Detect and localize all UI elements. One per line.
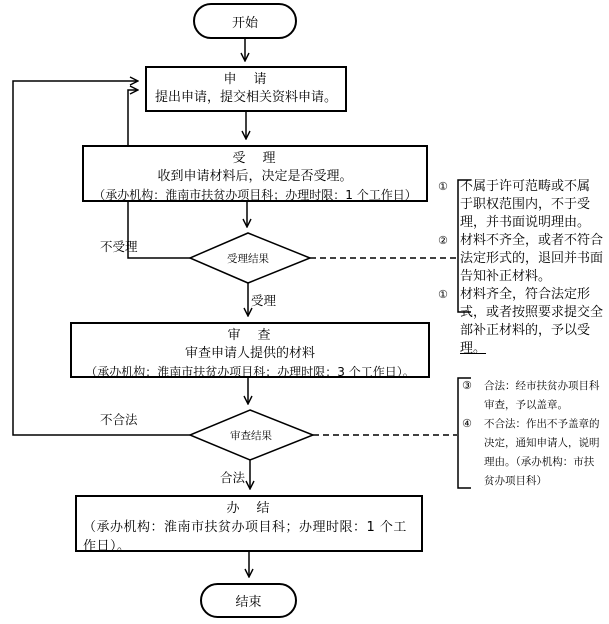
annotation-block1 [438,178,608,358]
decision2-label: 审查结果 [230,430,272,442]
annotation-line: 法定形式的，退回并书面 [460,251,604,266]
apply-title: 申 请 [223,72,269,87]
annotation-line: 不合法：作出不予盖章的 [484,418,600,430]
annotation-line: 贫办项目科） [484,475,547,487]
apply-body: 提出申请，提交相关资料申请。 [154,90,337,105]
accept-title: 受 理 [232,151,278,166]
annotation-line: 理。 [460,341,487,356]
annotation-line: 材料不齐全，或者不符合 [460,233,604,248]
review-title: 审 查 [227,328,273,343]
annotation-number: ③ [462,379,472,392]
apply-step-box [145,66,347,112]
annotation-item [438,178,608,232]
accept-body: 收到申请材料后，决定是否受理。 [157,169,353,184]
review-note: （承办机构：淮南市扶贫办项目科；办理时限：3 个工作日）。 [85,365,415,379]
annotation-line: 合法：经市扶贫办项目科 [484,380,600,392]
decision1-yes-label: 受理 [251,293,277,308]
annotation-item [438,286,608,358]
start-terminator [193,3,297,39]
annotation-item [462,415,607,491]
accept-step-box [82,145,428,202]
review-body: 审查申请人提供的材料 [184,346,315,361]
accept-note: （承办机构：淮南市扶贫办项目科；办理时限：1 个工作日） [93,188,417,202]
decision1-no-label: 不受理 [100,239,138,254]
annotation-line: 理，并书面说明理由。 [460,215,591,230]
annotation-number: ② [438,234,448,247]
end-terminator [200,583,297,618]
annotation-line: 式，或者按照要求提交全 [460,305,604,320]
annotation-line: 理由。（承办机构：市扶 [484,456,595,468]
annotation-number: ① [438,180,448,193]
annotation-line: 不属于许可范畴或不属 [460,179,591,194]
annotation-line: 告知补正材料。 [460,269,552,284]
annotation-item [462,377,607,415]
annotation-number: ④ [462,417,472,430]
annotation-line: 决定，通知申请人，说明 [484,437,600,449]
annotation-line: 部补正材料的，予以受 [460,323,591,338]
annotation-block2 [462,377,607,491]
decision2-no-label: 不合法 [100,412,138,427]
decision1-label: 受理结果 [227,253,269,265]
finish-title: 办 结 [226,501,272,516]
end-label: 结束 [235,595,262,610]
review-step-box [70,322,430,378]
annotation-line: 于职权范围内，不于受 [460,197,591,212]
finish-note: （承办机构：淮南市扶贫办项目科；办理时限：1 个工作日）。 [83,520,407,554]
annotation-line: 材料齐全，符合法定形 [460,287,591,302]
annotation-item [438,232,608,286]
annotation-number: ① [438,288,448,301]
decision2-yes-label: 合法 [220,470,246,485]
start-label: 开始 [231,15,258,31]
annotation-line: 审查，予以盖章。 [484,399,568,411]
finish-step-box [75,495,423,552]
